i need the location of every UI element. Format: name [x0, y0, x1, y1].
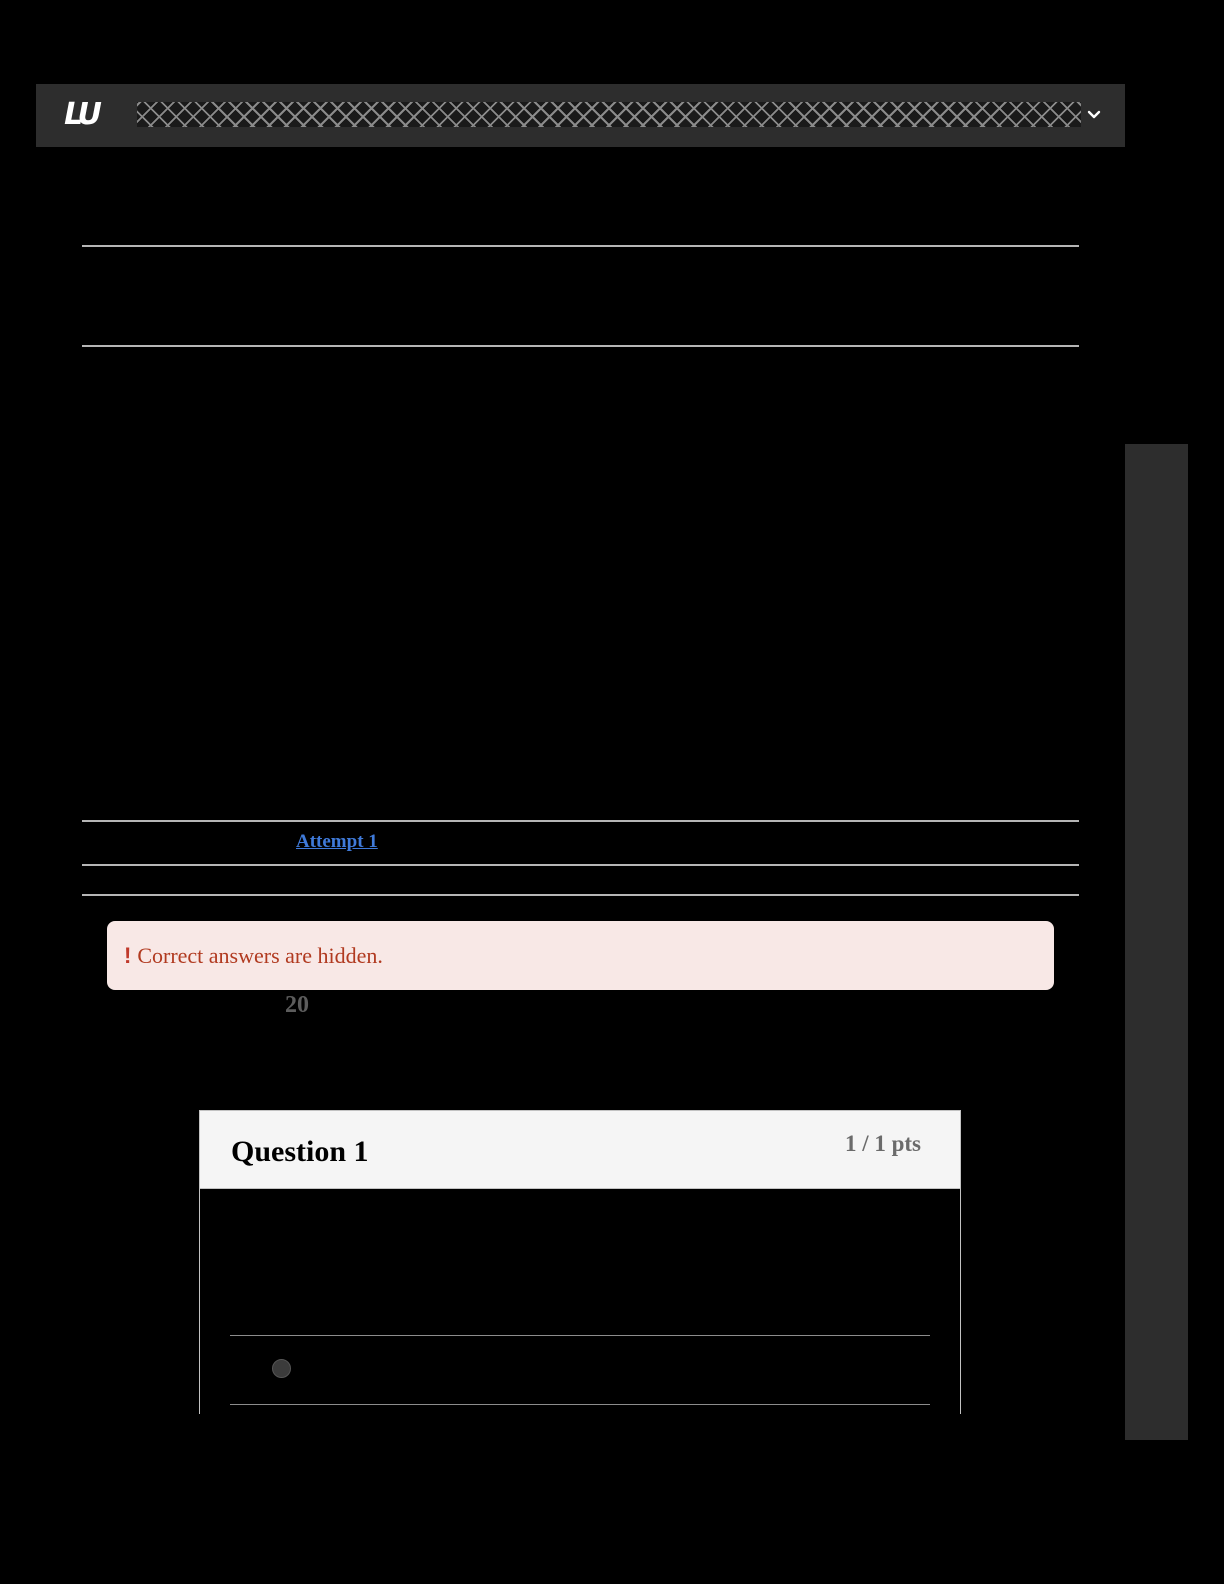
liberty-university-logo[interactable]	[60, 96, 102, 134]
score-value: 20	[285, 992, 309, 1018]
divider	[82, 864, 1079, 866]
question-title: Question 1	[231, 1135, 369, 1168]
right-side-panel	[1125, 444, 1188, 1440]
divider	[82, 894, 1079, 896]
attempt-1-link[interactable]: Attempt 1	[296, 831, 378, 852]
divider	[82, 245, 1079, 247]
chevron-down-icon[interactable]	[1082, 102, 1106, 127]
answer-divider	[230, 1404, 930, 1405]
question-card	[199, 1110, 961, 1414]
top-header-bar	[36, 84, 1125, 147]
answer-divider	[230, 1335, 930, 1336]
warning-icon: !	[124, 942, 132, 968]
question-header	[200, 1111, 960, 1189]
correct-answers-hidden-alert	[107, 921, 1054, 990]
divider	[82, 820, 1079, 822]
answer-radio-button[interactable]	[272, 1359, 291, 1378]
divider	[82, 345, 1079, 347]
logo-text: LU	[64, 97, 98, 132]
question-points: 1 / 1 pts	[844, 1131, 921, 1156]
redacted-title-bar	[137, 102, 1081, 127]
alert-message: Correct answers are hidden.	[137, 942, 383, 968]
